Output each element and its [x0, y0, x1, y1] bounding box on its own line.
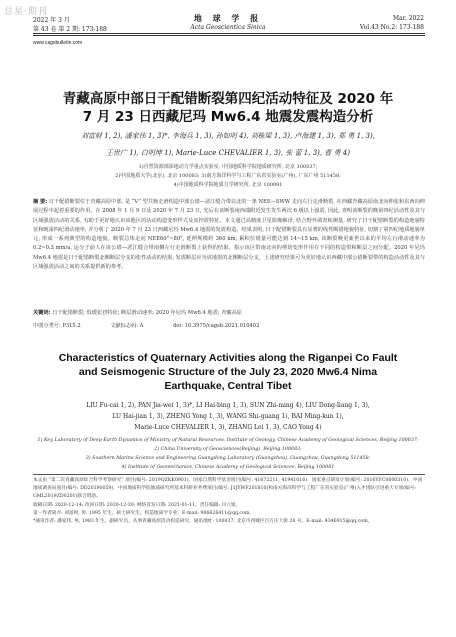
clc-number: 中图分类号: P315.2 [33, 323, 81, 329]
journal-title-cn: 地 球 学 报 [193, 13, 263, 23]
authors-cn-line1: 刘富财 1, 2), 潘家伟 1, 3)*, 李海兵 1, 3), 孙如明 4), 刘栋梁 1, 3), 卢海建 1, 3), 郑 勇 1, 3), [81, 132, 375, 140]
journal-url[interactable]: www.cagsbulletin.com [33, 40, 83, 46]
classification-line [33, 322, 425, 331]
affiliation-en-line3: 3) Southern Marine Science and Engineering Guangdong Laboratory (Guangzhou), Guangzhou, Guangdong 511458; [85, 456, 371, 461]
header-year-issue: 2022 年 3 月 [33, 17, 70, 24]
authors-en-line1: LIU Fu-cai 1, 2), PAN Jia-wei 1, 3)*, LI Hai-bing 1, 3), SUN Zhi-ming 4), LIU Dong-liang 1, 3), [86, 402, 370, 409]
affiliation-en-line2: 2) China University of Geosciences(Beijing), Beijing 100083; [154, 447, 302, 452]
footnote-first-author: 第一作者简介: 刘富财, 男, 1995 年生。硕士研究生。构造地质学专业。E-mail: 986626411@qq.com。 [33, 511, 255, 516]
title-en-line3: Earthquake, Central Tibet [164, 380, 292, 392]
header-volume-en: Vol.43 No.2: 173-188 [359, 24, 424, 31]
affiliation-en-line4: 4) Institute of Geomechanics, Chinese Academy of Geological Sciences, Beijing 100081 [121, 465, 335, 470]
abstract-text: 日干配错断裂位于青藏高原中部, 是 “V” 型共轭走滑构造中部公错—恶江缝合带以北的一条 NEE—SWW 走向左行走滑断裂, 在西藏青藏高原南北向伸张和东西向伸展过程中起着重要的作用。在 2008 年 1 月 9 日及 2020 年 7 月 23 日, 先后在该断裂南西端附近发生发生两次 6 级以上强震, 因此, 查明该断裂的晚第四纪活动性及其与区域强震活动的关系, 有助于更好地认识该地区的活动构造变形样式及其控震特征。本文通过高精度卫星影像解译, 结合野外调查和测量, 研究了日干配错断裂的构造地貌特征和晚第四纪滑动速率, 并分析了 2020 年 7 月 23 日西藏尼玛 Mw6.4 地震的发震构造。结果表明, 日干配错断裂具有显著的线性断错地貌特征, 切割了第四纪地质地貌单元, 形成一系列典型的构造地貌。断裂总体走向 NEE60°~80°, 延伸规模约 360 km, 累积位错量可能达到 14~15 km, 该断裂晚更新世以来的平均左行滑动速率为 0.2~0.3 mm/a, 运分于前人在该公错—恶江缝合带南侧左行走滑断裂上获得的结果。指示该区带南北向的剪切变形作用在不同的构造带和断层之间分配。2020 年尼玛 Mw6.4 地震是日干配错断裂北侧断层分支的张性活动的结果, 发震断层应为该地震的北侧断层分支。上述研究结果可为更好地认识西藏中部公错断裂带的构造活动性及其与区域强震活动之间的关系提供新的参考。 [33, 199, 425, 271]
document-code: 文献标志码: A [110, 323, 144, 329]
authors-en-line3: Marie-Luce CHEVALIER 1, 3), ZHANG Lei 1, 3), CAO Yong 4) [134, 424, 322, 431]
abstract-label: 摘 要: [33, 199, 48, 205]
keywords-cn [33, 309, 425, 318]
journal-title-en: Acta Geoscientica Sinica [190, 24, 266, 31]
affiliation-cn-line1: 1)自然资源部深地动力学重点实验室, 中国地质科学院地质研究所, 北京 100037; [138, 164, 318, 170]
title-en-line1: Characteristics of Quaternary Activities along the Riganpei Co Fault [58, 352, 398, 364]
watermark: 总星·期刊 [4, 7, 48, 17]
title-cn-line2: 7 月 23 日西藏尼玛 Mw6.4 地震发震构造分析 [82, 109, 374, 125]
footnote-dates: 收稿日期: 2020-12-14; 改回日期: 2020-12-30; 网络首发日期: 2021-01-11。责任编辑: 闫立娟。 [33, 503, 241, 508]
affiliation-cn-line2: 2)中国地质大学(北京), 北京 100083; 3)南方海洋科学与工程广东省实验室(广州), 广东广州 511458; [115, 173, 341, 179]
keywords-text: 日干配错断裂; 低缓张扭特征; 断层滑动速率; 2020 年尼玛 Mw6.4 地震; 青藏高原 [52, 310, 242, 316]
doi[interactable]: doi: 10.3975/cagsb.2021.010402 [173, 323, 260, 329]
abstract-cn [33, 198, 425, 272]
footnote-corresponding: *通讯作者: 潘家伟, 男, 1983 年生。副研究员。从事青藏高原活动构造研究。通讯地址: 100037, 北京市西城区百万庄大街 26 号。E-mail: 4346915@qq.com。 [33, 519, 373, 524]
affiliation-en-line1: 1) Key Laboratory of Deep-Earth Dynamics of Ministry of Natural Resources, Institute of Geology, Chinese Academy of Geological Sciences, Beijing 100037; [37, 438, 419, 443]
authors-en-line2: LU Hai-jian 1, 3), ZHENG Yong 1, 3), WANG Shi-guang 1), BAI Ming-kun 1), [112, 413, 344, 420]
affiliation-cn-line3: 4)中国地质科学院地质力学研究所, 北京 100081 [173, 182, 283, 188]
header-volume: 第 43 卷 第 2 期: 173-188 [33, 26, 107, 33]
header-rule-thin [33, 35, 425, 36]
authors-cn-line2: 王世广 1), 白明坤 1), Marie-Luce CHEVALIER 1, 3), 张 蕾 1, 3), 曹 勇 4) [106, 149, 350, 157]
header-rule [33, 33, 425, 34]
title-cn-line1: 青藏高原中部日干配错断裂第四纪活动特征及 2020 年 [62, 91, 394, 107]
footnote-funding: 本文由 “第二次青藏高原综合科学考察研究” 项目(编号: 2019QZKK0901)、国家自然科学基金项目(编号: 41672211; 41941016)、国家重点研发计划(编号: 2016YFC0600310)、中国地质调查局项目(编号: DD20190059)、中国地质科学院地质研究所基本科研业务费项目(编号: J1JYWF201810)和南方海洋科学与工程广东省实验室(广州)人才团队引进重大专项(编号: GML2019ZD0201)联合资助。 [33, 478, 423, 500]
header-date-en: Mar. 2022 [392, 15, 424, 22]
keywords-label: 关键词: [33, 310, 51, 316]
footnote-rule [33, 474, 425, 475]
title-en-line2: and Seismogenic Structure of the July 23, 2020 Mw6.4 Nima [78, 366, 378, 378]
